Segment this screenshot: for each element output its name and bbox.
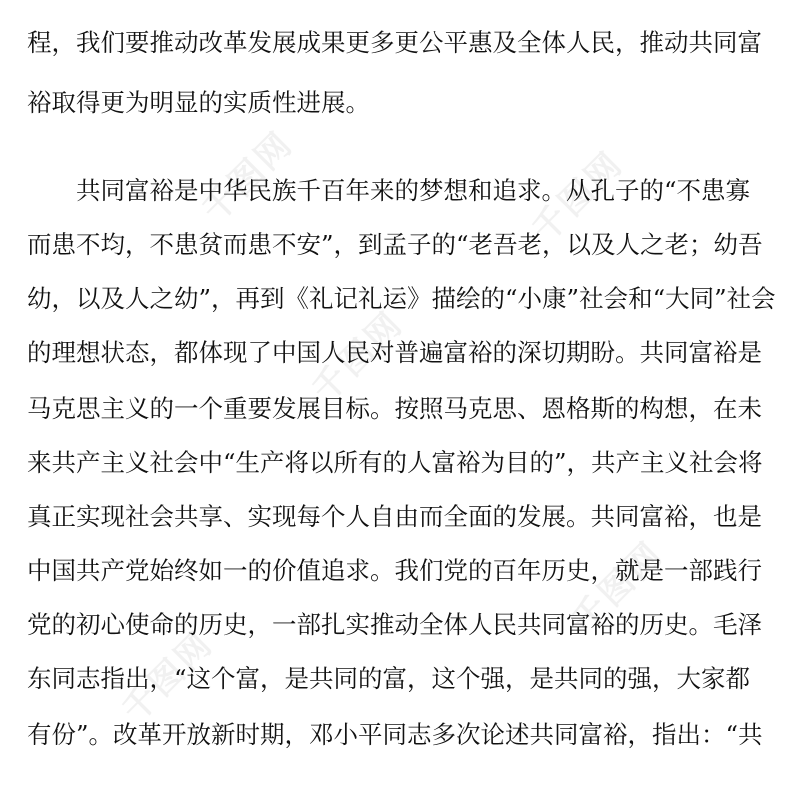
watermark-logo: 千图网 <box>194 123 302 231</box>
watermark-logo: 千图网 <box>304 303 412 411</box>
paragraph-2-line: 幼，以及人之幼”，再到《礼记礼运》描绘的“小康”社会和“大同”社会 <box>27 284 776 313</box>
watermark-logo: 千图网 <box>114 623 222 731</box>
paragraph-1-line: 程，我们要推动改革发展成果更多更公平惠及全体人民，推动共同富 <box>27 28 762 57</box>
paragraph-2-line: 中国共产党始终如一的价值追求。我们党的百年历史，就是一部践行 <box>27 556 762 585</box>
paragraph-2-line: 真正实现社会共享、实现每个人自由而全面的发展。共同富裕，也是 <box>27 502 762 531</box>
paragraph-2-line: 马克思主义的一个重要发展目标。按照马克思、恩格斯的构想，在未 <box>27 394 762 423</box>
paragraph-2-line: 而患不均，不患贫而患不安”，到孟子的“老吾老，以及人之老；幼吾 <box>27 230 763 259</box>
paragraph-2-line: 共同富裕是中华民族千百年来的梦想和追求。从孔子的“不患寡 <box>76 176 751 205</box>
paragraph-2-line: 东同志指出，“这个富，是共同的富，这个强，是共同的强，大家都 <box>27 664 751 693</box>
paragraph-1-line: 裕取得更为明显的实质性进展。 <box>27 88 370 117</box>
paragraph-2-line: 来共产主义社会中“生产将以所有的人富裕为目的”，共产主义社会将 <box>27 448 763 477</box>
paragraph-2-line: 的理想状态，都体现了中国人民对普遍富裕的深切期盼。共同富裕是 <box>27 338 762 367</box>
watermark-logo: 千图网 <box>524 143 632 251</box>
watermark-logo: 千图网 <box>564 533 672 641</box>
paragraph-2-line: 有份”。改革开放新时期，邓小平同志多次论述共同富裕，指出：“共 <box>27 720 763 749</box>
paragraph-2-line: 党的初心使命的历史，一部扎实推动全体人民共同富裕的历史。毛泽 <box>27 610 762 639</box>
